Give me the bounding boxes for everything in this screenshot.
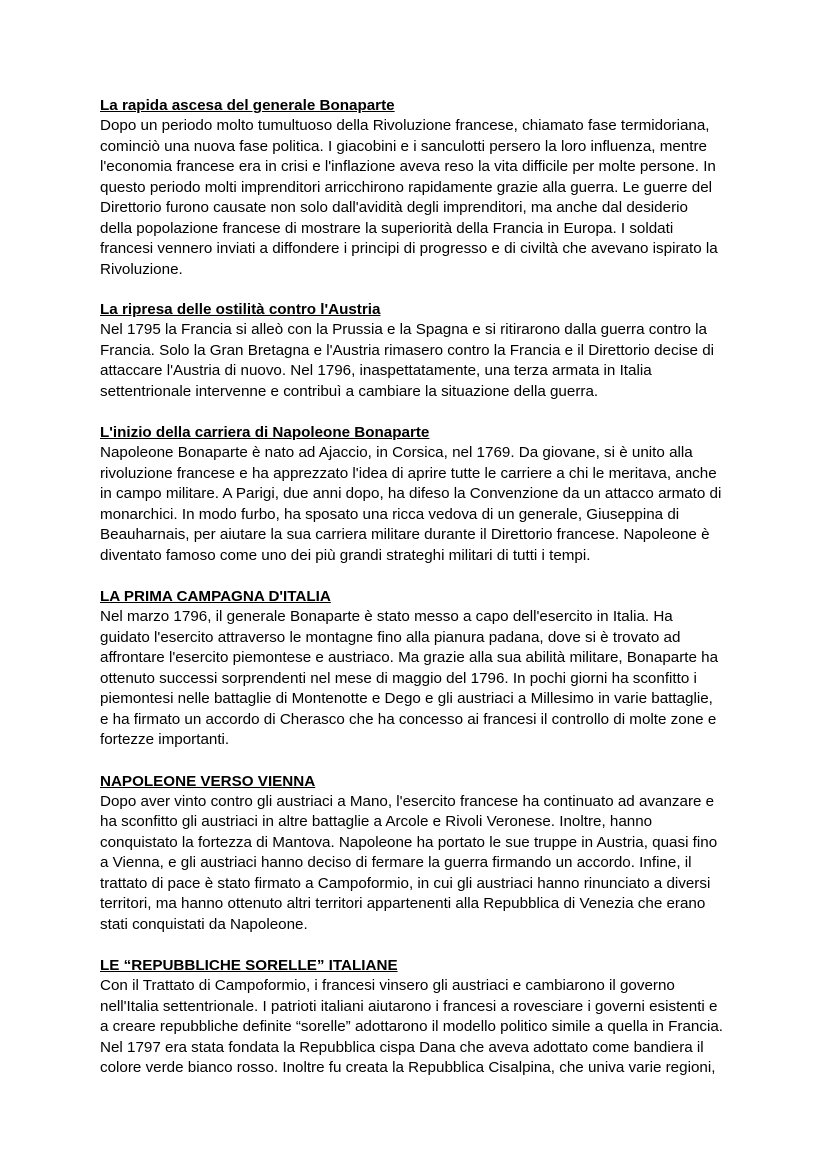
text-line: Napoleone Bonaparte è nato ad Ajaccio, in Corsica, nel 1769. Da giovane, si è unito alla bbox=[100, 444, 693, 461]
section-heading: La ripresa delle ostilità contro l'Austria bbox=[100, 301, 381, 318]
section-heading: LA PRIMA CAMPAGNA D'ITALIA bbox=[100, 588, 331, 605]
section-heading: L'inizio della carriera di Napoleone Bonaparte bbox=[100, 424, 430, 441]
text-line: rivoluzione francese e ha apprezzato l'idea di aprire tutte le carriere a chi le meritava, anche bbox=[100, 464, 717, 482]
section-verso-vienna bbox=[100, 772, 740, 936]
text-line: monarchici. In modo furbo, ha sposato una ricca vedova di un generale, Giuseppina di bbox=[100, 505, 680, 523]
text-line: diventato famoso come uno dei più grandi strateghi militari di tutti i tempi. bbox=[100, 546, 591, 564]
text-line: colore verde bianco rosso. Inoltre fu creata la Repubblica Cisalpina, che univa varie regioni, bbox=[100, 1059, 716, 1076]
text-line: e ha firmato un accordo di Cherasco che ha concesso ai francesi il controllo di molte zone e bbox=[100, 710, 717, 728]
text-line: nell'Italia settentrionale. I patrioti italiani aiutarono i francesi a rovesciare i governi esistenti e bbox=[100, 997, 718, 1015]
text-line: della popolazione francese di mostrare la superiorità della Francia in Europa. I soldati bbox=[100, 219, 674, 237]
text-line: francesi vennero inviati a diffondere i principi di progresso e di civiltà che avevano ispirato la bbox=[100, 240, 718, 257]
text-line: affrontare l'esercito piemontese e austriaco. Ma grazie alla sua abilità militare, Bonaparte ha bbox=[100, 649, 719, 666]
document-page bbox=[100, 96, 740, 1079]
text-line: Dopo aver vinto contro gli austriaci a Mano, l'esercito francese ha continuato ad avanzare e bbox=[100, 792, 715, 810]
section-paragraph bbox=[100, 792, 740, 936]
text-line: guidato l'esercito attraverso le montagne fino alla pianura padana, dove si è trovato ad bbox=[100, 628, 681, 646]
section-paragraph bbox=[100, 607, 740, 751]
text-line: conquistato la fortezza di Mantova. Napoleone ha portato le sue truppe in Austria, quasi fino bbox=[100, 833, 718, 851]
text-line: Nel marzo 1796, il generale Bonaparte è stato messo a capo dell'esercito in Italia. Ha bbox=[100, 608, 673, 625]
text-line: a Vienna, e gli austriaci hanno deciso di fermare la guerra firmando un accordo. Infine, il bbox=[100, 854, 692, 871]
text-line: fortezze importanti. bbox=[100, 731, 230, 748]
text-line: trattato di pace è stato firmato a Campoformio, in cui gli austriaci hanno rinunciato a diversi bbox=[100, 874, 711, 892]
section-heading: La rapida ascesa del generale Bonaparte bbox=[100, 97, 395, 114]
section-inizio-carriera bbox=[100, 423, 740, 566]
section-paragraph bbox=[100, 976, 740, 1079]
text-line: Dopo un periodo molto tumultuoso della Rivoluzione francese, chiamato fase termidoriana, bbox=[100, 117, 710, 134]
text-line: Beauharnais, per aiutare la sua carriera militare durante il Direttorio francese. Napoleone è bbox=[100, 526, 710, 543]
text-line: stati conquistati da Napoleone. bbox=[100, 915, 308, 933]
text-line: cominciò una nuova fase politica. I giacobini e i sanculotti persero la loro influenza, mentre bbox=[100, 137, 707, 155]
text-line: l'economia francese era in crisi e l'inflazione aveva reso la vita difficile per molte persone. In bbox=[100, 158, 716, 175]
text-line: Rivoluzione. bbox=[100, 260, 183, 278]
text-line: Con il Trattato di Campoformio, i francesi vinsero gli austriaci e cambiarono il governo bbox=[100, 977, 675, 994]
section-repubbliche-sorelle bbox=[100, 956, 740, 1079]
text-line: ottenuto successi sorprendenti nel mese di maggio del 1796. In pochi giorni ha sconfitto i bbox=[100, 669, 697, 687]
text-line: in campo militare. A Parigi, due anni dopo, ha difeso la Convenzione da un attacco armato di bbox=[100, 485, 722, 502]
section-ascesa-bonaparte bbox=[100, 96, 740, 280]
text-line: attaccare l'Austria di nuovo. Nel 1796, inaspettatamente, una terza armata in Italia bbox=[100, 362, 652, 379]
section-heading: LE “REPUBBLICHE SORELLE” ITALIANE bbox=[100, 957, 398, 974]
text-line: Direttorio furono causate non solo dall'avidità degli imprenditori, ma anche dal desiderio bbox=[100, 199, 688, 216]
section-heading: NAPOLEONE VERSO VIENNA bbox=[100, 772, 316, 790]
text-line: piemontesi nelle battaglie di Montenotte e Dego e gli austriaci a Millesimo in varie battaglie, bbox=[100, 690, 713, 707]
text-line: Nel 1795 la Francia si alleò con la Prussia e la Spagna e si ritirarono dalla guerra contro la bbox=[100, 321, 707, 338]
text-line: questo periodo molti imprenditori arricchirono rapidamente grazie alla guerra. Le guerre del bbox=[100, 178, 713, 196]
section-paragraph bbox=[100, 116, 740, 280]
text-line: settentrionale intervenne e contribuì a cambiare la situazione della guerra. bbox=[100, 382, 599, 400]
text-line: territori, ma hanno ottenuto altri territori appartenenti alla Repubblica di Venezia che erano bbox=[100, 895, 706, 912]
text-line: Nel 1797 era stata fondata la Repubblica cispa Dana che aveva adottato come bandiera il bbox=[100, 1038, 704, 1056]
section-paragraph bbox=[100, 320, 740, 402]
text-line: Francia. Solo la Gran Bretagna e l'Austria rimasero contro la Francia e il Direttorio decise di bbox=[100, 341, 715, 359]
text-line: a creare repubbliche definite “sorelle” adottarono il modello politico simile a quella in Francia. bbox=[100, 1018, 724, 1035]
text-line: ha sconfitto gli austriaci in altre battaglie a Arcole e Rivoli Veronese. Inoltre, hanno bbox=[100, 813, 653, 830]
section-ripresa-ostilita bbox=[100, 300, 740, 402]
section-paragraph bbox=[100, 443, 740, 566]
section-prima-campagna bbox=[100, 587, 740, 751]
